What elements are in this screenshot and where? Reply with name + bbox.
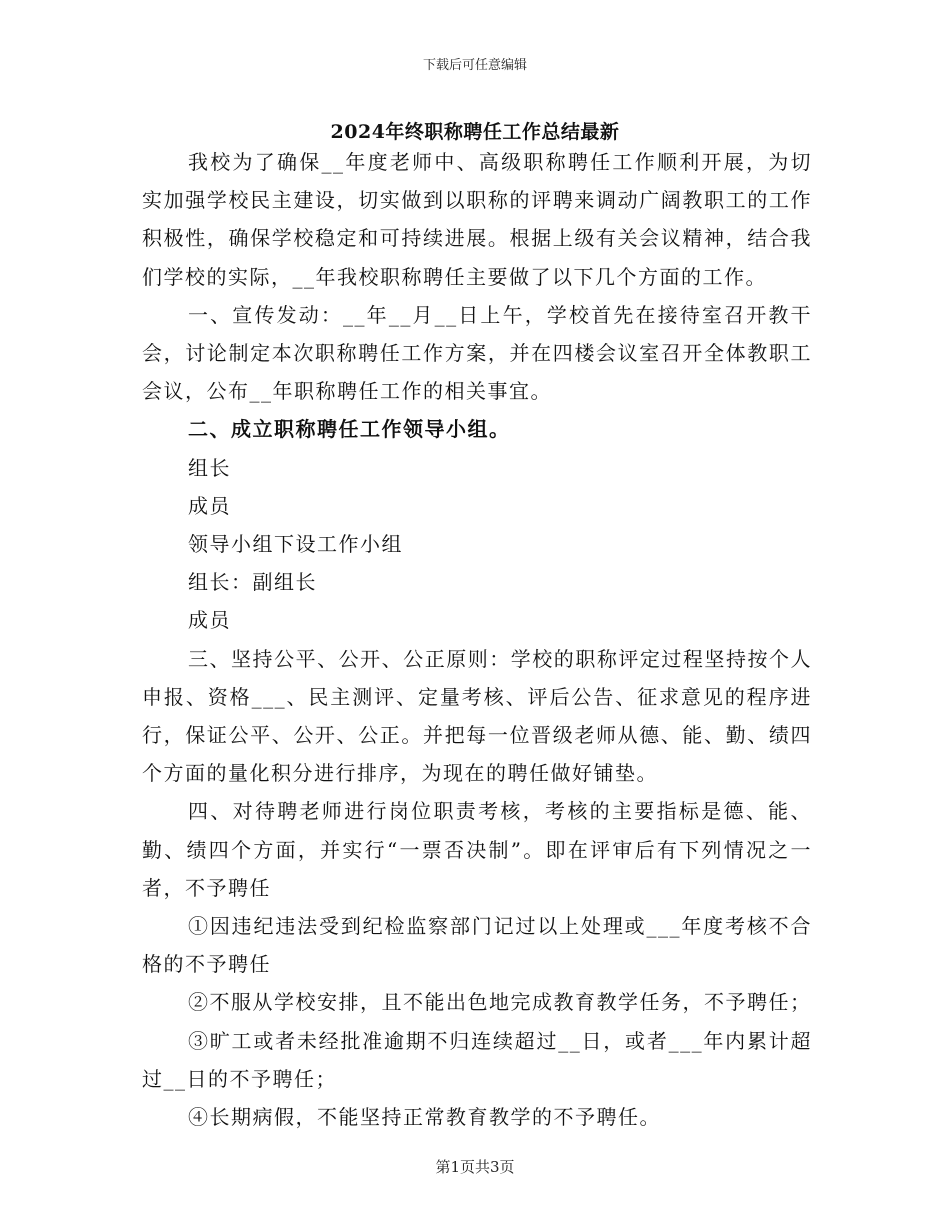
paragraph-intro: 我校为了确保__年度老师中、高级职称聘任工作顺利开展，为切实加强学校民主建设，切实做到以职称的评聘来调动广阔教职工的工作积极性，确保学校稳定和可持续进展。根据上级有关会议精神，结合我们学校的实际，__年我校职称聘任主要做了以下几个方面的工作。 — [142, 150, 812, 289]
document-title: 2024年终职称聘任工作总结最新 — [330, 121, 620, 143]
section-heading-leadership-group: 二、成立职称聘任工作领导小组。 — [188, 417, 511, 442]
page-number: 第1页共3页 — [435, 1158, 515, 1176]
line-subgroup-leaders: 组长：副组长 — [188, 570, 317, 595]
condition-item-1: ①因违纪违法受到纪检监察部门记过以上处理或___年度考核不合格的不予聘任 — [142, 914, 812, 977]
paragraph-publicity: 一、宣传发动：__年__月__日上午，学校首先在接待室召开教干会，讨论制定本次职称聘任工作方案，并在四楼会议室召开全体教职工会议，公布__年职称聘任工作的相关事宜。 — [142, 302, 812, 404]
condition-item-4: ④长期病假，不能坚持正常教育教学的不予聘任。 — [188, 1105, 661, 1130]
line-group-leader: 组长 — [188, 455, 231, 480]
line-members: 成员 — [188, 493, 231, 518]
condition-item-3: ③旷工或者未经批准逾期不归连续超过__日，或者___年内累计超过__日的不予聘任； — [142, 1028, 812, 1091]
line-subgroup-members: 成员 — [188, 608, 231, 633]
paragraph-assessment: 四、对待聘老师进行岗位职责考核，考核的主要指标是德、能、勤、绩四个方面，并实行“一票否决制”。即在评审后有下列情况之一者，不予聘任 — [142, 799, 812, 900]
document-body — [142, 143, 812, 1136]
paragraph-fairness-principle: 三、坚持公平、公开、公正原则：学校的职称评定过程坚持按个人申报、资格___、民主测评、定量考核、评后公告、征求意见的程序进行，保证公平、公开、公正。并把每一位晋级老师从德、能、勤、绩四个方面的量化积分进行排序，为现在的聘任做好铺垫。 — [142, 646, 812, 786]
line-work-subgroup: 领导小组下设工作小组 — [188, 532, 403, 557]
condition-item-2: ②不服从学校安排，且不能出色地完成教育教学任务，不予聘任； — [188, 990, 812, 1015]
page-header-note: 下载后可任意编辑 — [422, 58, 527, 73]
